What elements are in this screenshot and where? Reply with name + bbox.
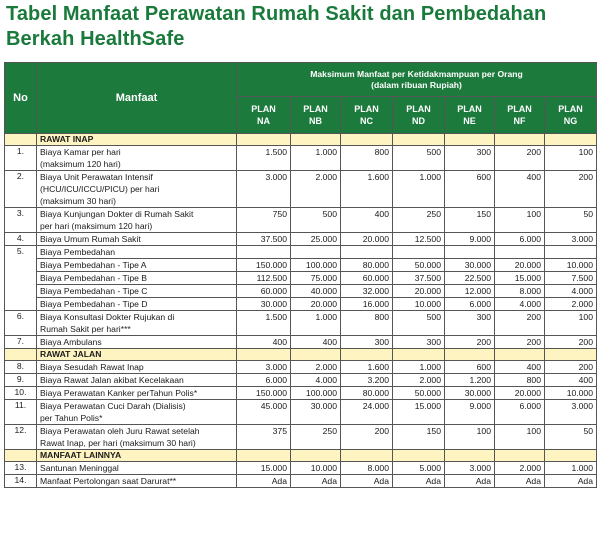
row-number: 9. <box>5 374 37 387</box>
benefit-value: 6.000 <box>495 233 545 246</box>
benefit-value: 30.000 <box>445 387 495 400</box>
benefit-description <box>37 475 237 488</box>
benefit-value: 7.500 <box>545 272 597 285</box>
benefit-value: 3.000 <box>545 400 597 425</box>
benefit-value: Ada <box>545 475 597 488</box>
benefit-value: 400 <box>495 361 545 374</box>
benefit-value: 200 <box>545 336 597 349</box>
benefit-description <box>37 171 237 208</box>
benefit-value: 50.000 <box>393 387 445 400</box>
benefit-value: 6.000 <box>445 298 495 311</box>
benefit-value: Ada <box>291 475 341 488</box>
section-empty-cell <box>445 134 495 146</box>
benefit-value: 20.000 <box>495 387 545 400</box>
section-no-cell <box>5 349 37 361</box>
section-empty-cell <box>495 134 545 146</box>
benefit-value <box>341 246 393 259</box>
column-header-plan <box>341 97 393 134</box>
table-row <box>5 272 597 285</box>
section-empty-cell <box>445 349 495 361</box>
benefit-value: 200 <box>341 425 393 450</box>
section-no-cell <box>5 450 37 462</box>
benefit-value: 60.000 <box>237 285 291 298</box>
benefit-description <box>37 259 237 272</box>
benefit-description-line: Biaya Perawatan oleh Juru Rawat setelah <box>40 426 200 436</box>
row-number: 1. <box>5 146 37 171</box>
benefit-value: 500 <box>393 311 445 336</box>
table-row <box>5 259 597 272</box>
benefit-value: 10.000 <box>393 298 445 311</box>
section-empty-cell <box>393 349 445 361</box>
benefit-value: 300 <box>393 336 445 349</box>
benefit-value: 9.000 <box>445 400 495 425</box>
benefit-description-line: Biaya Unit Perawatan Intensif <box>40 172 153 182</box>
benefit-value: 37.500 <box>237 233 291 246</box>
benefit-value: 100.000 <box>291 259 341 272</box>
benefit-value: 100 <box>545 311 597 336</box>
row-number: 7. <box>5 336 37 349</box>
row-number: 10. <box>5 387 37 400</box>
plan-label-top: PLAN <box>507 104 532 114</box>
benefit-value: 45.000 <box>237 400 291 425</box>
benefit-value: 800 <box>495 374 545 387</box>
plan-label-top: PLAN <box>251 104 276 114</box>
column-header-plan <box>545 97 597 134</box>
benefit-value: 4.000 <box>495 298 545 311</box>
benefit-value <box>545 246 597 259</box>
benefit-value: 300 <box>341 336 393 349</box>
plan-label-top: PLAN <box>406 104 431 114</box>
benefit-value: 8.000 <box>341 462 393 475</box>
benefit-value: 500 <box>291 208 341 233</box>
section-empty-cell <box>237 134 291 146</box>
benefit-description <box>37 246 237 259</box>
section-empty-cell <box>341 349 393 361</box>
benefit-description-line: Biaya Pembedahan - Tipe B <box>40 273 148 283</box>
row-number: 14. <box>5 475 37 488</box>
section-empty-cell <box>237 450 291 462</box>
section-empty-cell <box>495 450 545 462</box>
section-empty-cell <box>291 134 341 146</box>
benefit-value: 1.000 <box>393 171 445 208</box>
plan-label-code: NC <box>360 116 373 126</box>
column-header-manfaat: Manfaat <box>37 63 237 134</box>
benefit-value: 250 <box>291 425 341 450</box>
benefit-value: 100 <box>545 146 597 171</box>
benefit-description <box>37 208 237 233</box>
benefit-description-line: Biaya Rawat Jalan akibat Kecelakaan <box>40 375 184 385</box>
benefit-value: 15.000 <box>393 400 445 425</box>
plan-label-code: NG <box>563 116 578 126</box>
benefit-value: 200 <box>495 311 545 336</box>
benefit-value: 10.000 <box>545 387 597 400</box>
benefit-value: 2.000 <box>495 462 545 475</box>
benefit-value: 1.600 <box>341 171 393 208</box>
benefit-description <box>37 387 237 400</box>
benefit-value: 20.000 <box>341 233 393 246</box>
table-row <box>5 374 597 387</box>
column-header-no: No <box>5 63 37 134</box>
max-benefit-line-1: Maksimum Manfaat per Ketidakmampuan per Orang <box>310 68 523 79</box>
plan-label-code: ND <box>412 116 425 126</box>
benefit-value: 1.000 <box>291 311 341 336</box>
benefit-value: 150.000 <box>237 259 291 272</box>
benefit-value: Ada <box>445 475 495 488</box>
benefit-value: 40.000 <box>291 285 341 298</box>
benefit-table <box>4 62 597 488</box>
table-row <box>5 475 597 488</box>
benefit-value: 10.000 <box>291 462 341 475</box>
benefit-value: 22.500 <box>445 272 495 285</box>
column-header-plan <box>445 97 495 134</box>
column-header-plan <box>237 97 291 134</box>
section-empty-cell <box>495 349 545 361</box>
benefit-description-line: per Tahun Polis* <box>40 413 103 423</box>
benefit-description-line: Biaya Pembedahan - Tipe D <box>40 299 148 309</box>
plan-label-code: NF <box>513 116 526 126</box>
benefit-value: 200 <box>495 336 545 349</box>
benefit-value: 3.000 <box>545 233 597 246</box>
benefit-value: 3.000 <box>237 171 291 208</box>
table-row <box>5 233 597 246</box>
benefit-value: 750 <box>237 208 291 233</box>
benefit-value: 8.000 <box>495 285 545 298</box>
row-number: 8. <box>5 361 37 374</box>
benefit-description <box>37 425 237 450</box>
benefit-value: 800 <box>341 311 393 336</box>
benefit-value: 250 <box>393 208 445 233</box>
benefit-value: 4.000 <box>291 374 341 387</box>
benefit-value: 100 <box>495 425 545 450</box>
benefit-description <box>37 336 237 349</box>
section-label: RAWAT JALAN <box>37 349 237 361</box>
benefit-value: 200 <box>545 361 597 374</box>
section-label: MANFAAT LAINNYA <box>37 450 237 462</box>
table-row <box>5 298 597 311</box>
benefit-value: 6.000 <box>237 374 291 387</box>
benefit-value: 4.000 <box>545 285 597 298</box>
benefit-value: 600 <box>445 361 495 374</box>
benefit-value: 3.200 <box>341 374 393 387</box>
benefit-description <box>37 146 237 171</box>
plan-label-code: NB <box>309 116 322 126</box>
benefit-value <box>291 246 341 259</box>
benefit-value: 200 <box>495 146 545 171</box>
section-empty-cell <box>445 450 495 462</box>
benefit-value: Ada <box>495 475 545 488</box>
benefit-value: 3.000 <box>237 361 291 374</box>
section-label: RAWAT INAP <box>37 134 237 146</box>
benefit-description-line: Biaya Perawatan Kanker perTahun Polis* <box>40 388 198 398</box>
benefit-value: 9.000 <box>445 233 495 246</box>
section-no-cell <box>5 134 37 146</box>
benefit-description-line: Biaya Konsultasi Dokter Rujukan di <box>40 312 175 322</box>
benefit-value: 50 <box>545 425 597 450</box>
page-title-line-2: Berkah HealthSafe <box>6 28 185 50</box>
benefit-value: 150.000 <box>237 387 291 400</box>
benefit-description-line: (HCU/ICU/ICCU/PICU) per hari <box>40 184 160 194</box>
benefit-description <box>37 285 237 298</box>
benefit-description-line: per hari (maksimum 120 hari) <box>40 221 153 231</box>
benefit-value: 15.000 <box>495 272 545 285</box>
benefit-description <box>37 462 237 475</box>
section-empty-cell <box>393 134 445 146</box>
benefit-value: 75.000 <box>291 272 341 285</box>
benefit-description <box>37 272 237 285</box>
section-empty-cell <box>341 450 393 462</box>
benefit-value: 25.000 <box>291 233 341 246</box>
benefit-description <box>37 298 237 311</box>
benefit-value <box>237 246 291 259</box>
benefit-value: 37.500 <box>393 272 445 285</box>
benefit-value: 80.000 <box>341 259 393 272</box>
table-row <box>5 146 597 171</box>
benefit-value: 200 <box>445 336 495 349</box>
benefit-value: 2.000 <box>545 298 597 311</box>
table-row <box>5 336 597 349</box>
row-number: 13. <box>5 462 37 475</box>
table-row <box>5 171 597 208</box>
table-row <box>5 462 597 475</box>
benefit-description-line: Biaya Ambulans <box>40 337 102 347</box>
benefit-description-line: (maksimum 120 hari) <box>40 159 121 169</box>
benefit-value: 150 <box>445 208 495 233</box>
plan-label-code: NA <box>257 116 270 126</box>
benefit-value: 600 <box>445 171 495 208</box>
benefit-value: 1.600 <box>341 361 393 374</box>
page-title <box>6 2 598 52</box>
table-row <box>5 311 597 336</box>
section-empty-cell <box>545 349 597 361</box>
column-header-plan <box>291 97 341 134</box>
benefit-value: 112.500 <box>237 272 291 285</box>
benefit-description-line: Rumah Sakit per hari*** <box>40 324 131 334</box>
plan-label-top: PLAN <box>303 104 328 114</box>
row-number: 2. <box>5 171 37 208</box>
section-rawat-jalan <box>5 349 597 361</box>
section-empty-cell <box>291 349 341 361</box>
benefit-value: 1.500 <box>237 311 291 336</box>
benefit-description-line: Biaya Kamar per hari <box>40 147 121 157</box>
benefit-description <box>37 233 237 246</box>
plan-label-code: NE <box>463 116 476 126</box>
benefit-value: 12.500 <box>393 233 445 246</box>
benefit-table-body <box>5 134 597 488</box>
benefit-value: 50.000 <box>393 259 445 272</box>
benefit-value: Ada <box>341 475 393 488</box>
max-benefit-line-2: (dalam ribuan Rupiah) <box>371 79 462 90</box>
benefit-value: 2.000 <box>393 374 445 387</box>
benefit-value: 32.000 <box>341 285 393 298</box>
benefit-value: Ada <box>237 475 291 488</box>
benefit-value: 400 <box>341 208 393 233</box>
row-number: 5. <box>5 246 37 311</box>
benefit-value: 100.000 <box>291 387 341 400</box>
row-number: 11. <box>5 400 37 425</box>
row-number: 3. <box>5 208 37 233</box>
row-number: 4. <box>5 233 37 246</box>
column-header-plan <box>393 97 445 134</box>
section-empty-cell <box>341 134 393 146</box>
benefit-value: 30.000 <box>237 298 291 311</box>
benefit-value: 400 <box>495 171 545 208</box>
table-row <box>5 208 597 233</box>
benefit-value: 100 <box>445 425 495 450</box>
benefit-value: 100 <box>495 208 545 233</box>
row-number: 6. <box>5 311 37 336</box>
benefit-value: Ada <box>393 475 445 488</box>
benefit-description-line: Manfaat Pertolongan saat Darurat** <box>40 476 177 486</box>
plan-label-top: PLAN <box>354 104 379 114</box>
benefit-value: 60.000 <box>341 272 393 285</box>
benefit-description-line: Santunan Meninggal <box>40 463 119 473</box>
table-row <box>5 400 597 425</box>
benefit-description <box>37 361 237 374</box>
benefit-value: 800 <box>341 146 393 171</box>
benefit-value <box>495 246 545 259</box>
section-empty-cell <box>291 450 341 462</box>
benefit-value: 2.000 <box>291 361 341 374</box>
benefit-value: 400 <box>545 374 597 387</box>
benefit-value: 375 <box>237 425 291 450</box>
benefit-value: 3.000 <box>445 462 495 475</box>
benefit-description-line: Biaya Sesudah Rawat Inap <box>40 362 144 372</box>
benefit-value: 500 <box>393 146 445 171</box>
benefit-value: 1.000 <box>291 146 341 171</box>
section-empty-cell <box>545 134 597 146</box>
benefit-value: 20.000 <box>495 259 545 272</box>
benefit-value: 400 <box>291 336 341 349</box>
benefit-value: 150 <box>393 425 445 450</box>
table-row <box>5 285 597 298</box>
column-header-max-benefit <box>237 63 597 97</box>
benefit-value: 400 <box>237 336 291 349</box>
benefit-value: 1.000 <box>545 462 597 475</box>
plan-label-top: PLAN <box>558 104 583 114</box>
benefit-value: 12.000 <box>445 285 495 298</box>
benefit-value: 1.200 <box>445 374 495 387</box>
benefit-value: 10.000 <box>545 259 597 272</box>
benefit-description-line: Biaya Umum Rumah Sakit <box>40 234 141 244</box>
benefit-value: 200 <box>545 171 597 208</box>
benefit-value: 30.000 <box>445 259 495 272</box>
benefit-description-line: Biaya Perawatan Cuci Darah (Dialisis) <box>40 401 186 411</box>
benefit-description <box>37 400 237 425</box>
benefit-value: 24.000 <box>341 400 393 425</box>
section-manfaat-lainnya <box>5 450 597 462</box>
benefit-description <box>37 311 237 336</box>
benefit-value: 1.500 <box>237 146 291 171</box>
benefit-value: 50 <box>545 208 597 233</box>
column-header-plan <box>495 97 545 134</box>
benefit-value: 16.000 <box>341 298 393 311</box>
section-empty-cell <box>545 450 597 462</box>
section-empty-cell <box>237 349 291 361</box>
benefit-description-line: Biaya Pembedahan - Tipe A <box>40 260 147 270</box>
section-rawat-inap <box>5 134 597 146</box>
benefit-value: 2.000 <box>291 171 341 208</box>
benefit-value: 300 <box>445 146 495 171</box>
benefit-value: 5.000 <box>393 462 445 475</box>
section-empty-cell <box>393 450 445 462</box>
benefit-value: 30.000 <box>291 400 341 425</box>
benefit-description-line: Biaya Kunjungan Dokter di Rumah Sakit <box>40 209 194 219</box>
benefit-description-line: Rawat Inap, per hari (maksimum 30 hari) <box>40 438 196 448</box>
benefit-value <box>445 246 495 259</box>
benefit-value: 1.000 <box>393 361 445 374</box>
benefit-value <box>393 246 445 259</box>
benefit-value: 6.000 <box>495 400 545 425</box>
page-title-line-1: Tabel Manfaat Perawatan Rumah Sakit dan Pembedahan <box>6 3 547 25</box>
benefit-value: 300 <box>445 311 495 336</box>
benefit-value: 80.000 <box>341 387 393 400</box>
table-row <box>5 387 597 400</box>
benefit-value: 20.000 <box>291 298 341 311</box>
plan-label-top: PLAN <box>457 104 482 114</box>
table-row <box>5 246 597 259</box>
table-row <box>5 361 597 374</box>
benefit-description-line: Biaya Pembedahan - Tipe C <box>40 286 148 296</box>
benefit-description <box>37 374 237 387</box>
row-number: 12. <box>5 425 37 450</box>
benefit-value: 20.000 <box>393 285 445 298</box>
benefit-description-line: Biaya Pembedahan <box>40 247 116 257</box>
benefit-description-line: (maksimum 30 hari) <box>40 196 116 206</box>
benefit-value: 15.000 <box>237 462 291 475</box>
table-row <box>5 425 597 450</box>
